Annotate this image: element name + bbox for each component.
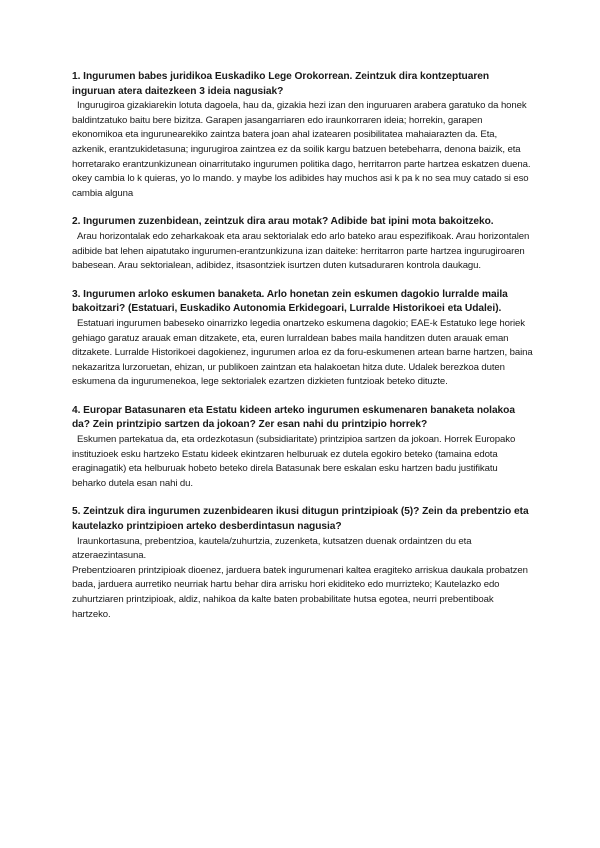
question-heading: 4. Europar Batasunaren eta Estatu kideen arteko ingurumen eskumenaren banaketa nolakoa da? Zein printzipio sartzen da jokoan? Zer esan nahi du printzipio horrek? [72, 404, 515, 431]
question-heading: 2. Ingurumen zuzenbidean, zeintzuk dira arau motak? Adibide bat ipini mota bakoitzeko. [72, 216, 494, 228]
question-section-3 [72, 288, 534, 390]
question-section-5 [72, 505, 534, 622]
answer-paragraph: Arau horizontalak edo zeharkakoak eta arau sektorialak edo arlo bateko arau espezifikoak. Arau horizontalen adibide bat lehen aipatutako ingurumen-erantzunkizuna izan daiteke: herritarron parte hartzea ingurugiroaren babesean. Arau sektorialean, adibidez, itsasontziek isurtzen duten kutsaduraren kontrola daukagu. [72, 230, 530, 272]
answer-paragraph: Ingurugiroa gizakiarekin lotuta dagoela, hau da, gizakia hezi izan den inguruaren arabera garatuko da honek baldintzatuko baitu bere bizitza. Garapen jasangarriaren edo iraunkorraren ideia; horrekin, garapen ekonomikoa eta ingurunearekiko zaintza batera joan ahal izatearen posibilitatea mahaiaraztеn da. Eta, azkenik, erantzukidetasuna; ingurugiroa zaintzea ez da soilik kargu batzuen betebeharra, denona baizik, eta horretarako erantzunkizunean oinarritutako ingurumen politika dago, herritarron parte hartzea eskatzen duena. okey cambia lo k quieras, yo lo mando. y maybe los adibides hay muchos asi k pa k no sea muy catado si eso cambia alguna [72, 100, 531, 199]
answer-paragraph: Iraunkortasuna, prebentzioa, kautela/zuhurtzia, zuzenketa, kutsatzen duenak ordaintzen du eta atzeraezintasuna. [72, 535, 472, 562]
question-heading: 1. Ingurumen babes juridikoa Euskadiko Lege Orokorrean. Zeintzuk dira kontzeptuaren inguruan atera daitezkeen 3 ideia nagusiak? [72, 71, 490, 97]
question-section-4 [72, 404, 534, 492]
answer-paragraph: Estatuari ingurumen babeseko oinarrizko legedia onartzeko eskumena dagokio; EAE-k Estatuko lege horiek gehiago garatuz arauak eman ditzakete, eta, euren lurraldean babes maila handitzen duten arauak eman ditzakete. Lurralde Historikoei dagokienez, ingurumen arloa ez da foru-eskumenen artean barne hartzen, baina nekazaritza lurzoruetan, ehizan, ur publikoen zaintzan eta halakoetan hitza dute. Udalek berezkoa duten eskumena da ingurumenekoa, lege sektorialek ezartzen dizkieten funtzioak beteko dituzte. [72, 317, 533, 388]
document-page [72, 70, 534, 636]
question-section-2 [72, 215, 534, 273]
question-section-1 [72, 70, 534, 201]
question-heading: 3. Ingurumen arloko eskumen banaketa. Arlo honetan zein eskumen dagokio lurralde maila bakoitzari? (Estatuari, Euskadiko Autonomia Erkidegoari, Lurralde Historikoei eta Udalei). [72, 288, 508, 315]
answer-paragraph: Eskumen partekatua da, eta ordezkotasun (subsidiaritate) printzipioa sartzen da jokoan. Horrek Europako instituzioek esku hartzeko Estatu kideek ekintzaren helburuak ez dutela egokiro beteko (tamaina edota eraginagatik) eta helburuak hobeto beteko direla Batasunak bere eskalan esku hartzen badu justifikatu beharko dutela esan nahi du. [72, 434, 516, 489]
answer-paragraph: Prebentzioaren printzipioak dioenez, jarduera batek ingurumenari kaltea eragiteko arriskua daukala probatzen bada, jarduera aurretiko neurriak hartu behar dira arrisku hori ekiditeko edo murrizteko; Kautelazko edo zuhurtziaren printzipioak, aldiz, nahikoa da kalte baten probabilitate hutsa egotea, neurri prebentiboak hartzeko. [72, 564, 528, 620]
question-heading: 5. Zeintzuk dira ingurumen zuzenbidearen ikusi ditugun printzipioak (5)? Zein da prebentzio eta kautelazko printzipioen arteko desberdintasun nagusia? [72, 506, 529, 533]
